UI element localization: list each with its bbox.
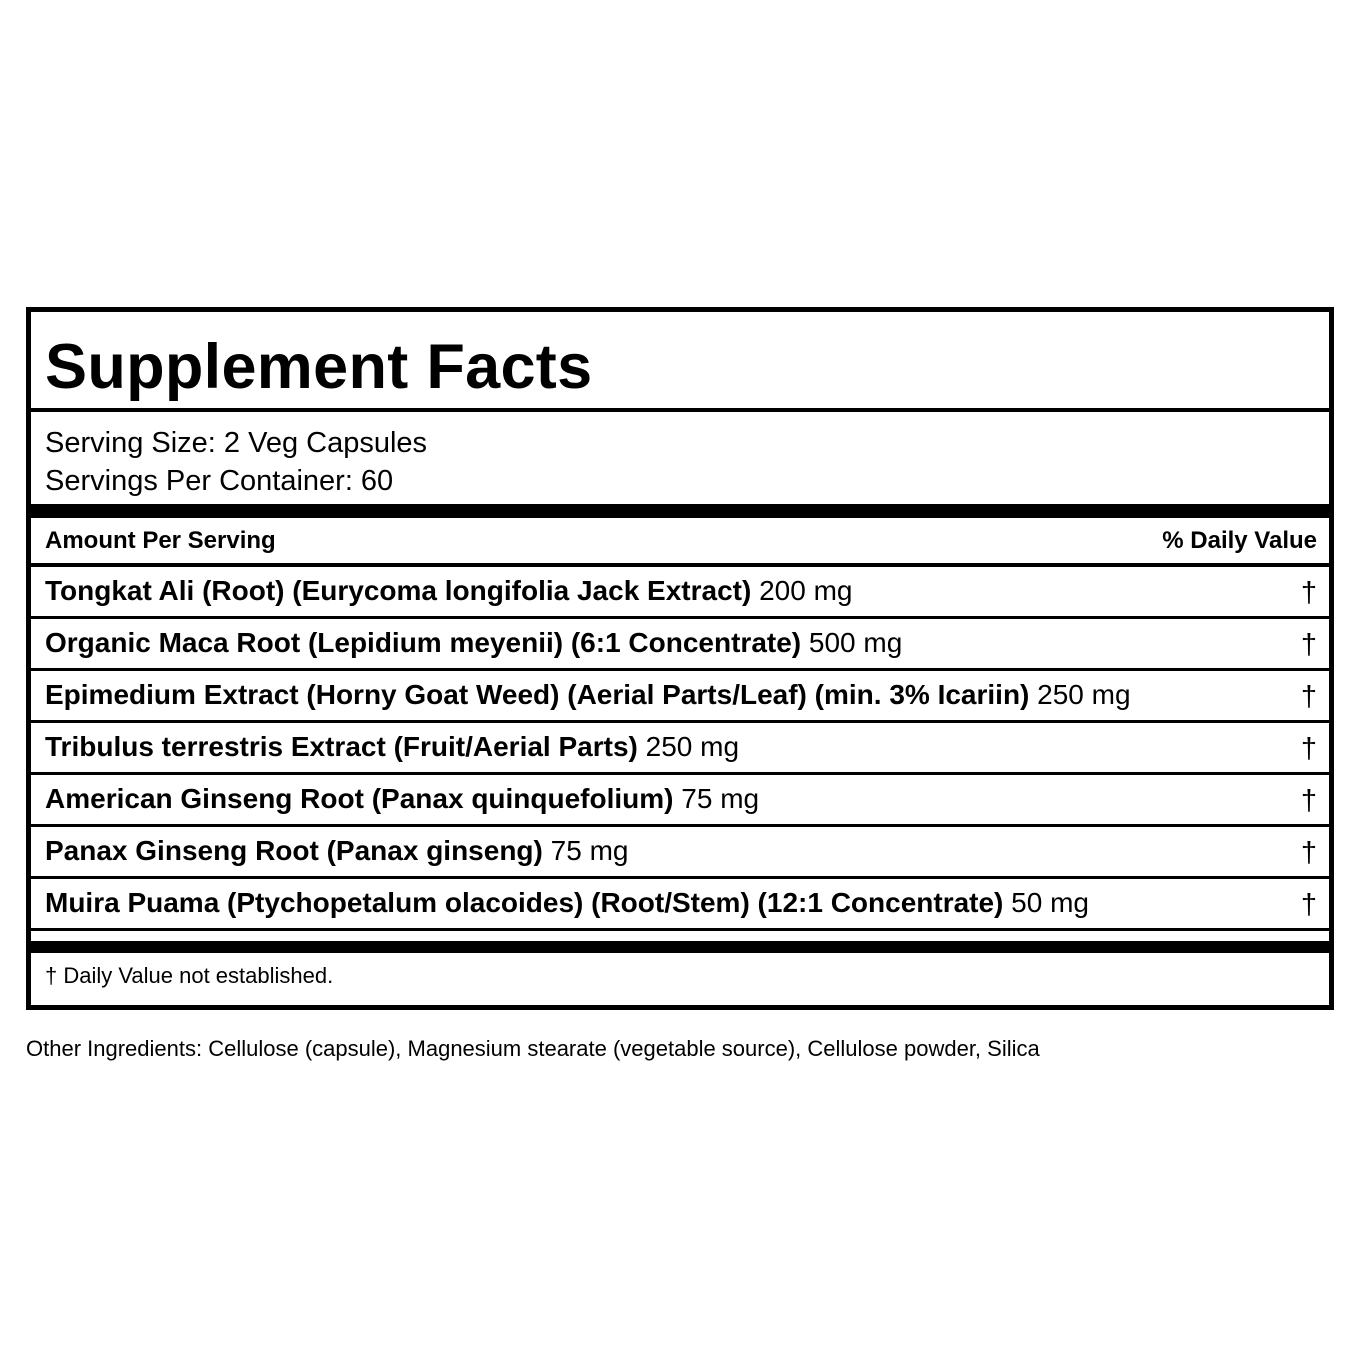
- servings-per-container: Servings Per Container: 60: [45, 465, 394, 497]
- ingredient-amount: 200 mg: [759, 575, 853, 606]
- daily-value-footnote: † Daily Value not established.: [45, 963, 334, 988]
- ingredient-row: [31, 775, 1329, 827]
- ingredient-daily-value: †: [1300, 837, 1317, 869]
- ingredient-daily-value: †: [1300, 681, 1317, 713]
- ingredient-row: [31, 827, 1329, 879]
- ingredient-name: American Ginseng Root (Panax quinquefolium): [45, 783, 674, 814]
- ingredient-name: Tribulus terrestris Extract (Fruit/Aerial Parts): [45, 731, 638, 762]
- ingredient-name: Tongkat Ali (Root) (Eurycoma longifolia Jack Extract): [45, 575, 752, 606]
- ingredient-amount: 50 mg: [1011, 887, 1089, 918]
- ingredient-name: Muira Puama (Ptychopetalum olacoides) (Root/Stem) (12:1 Concentrate): [45, 887, 1004, 918]
- ingredient-amount: 75 mg: [681, 783, 760, 814]
- ingredient-row: [31, 567, 1329, 619]
- ingredient-name: Organic Maca Root (Lepidium meyenii) (6:1 Concentrate): [45, 627, 802, 658]
- ingredient-row: [31, 879, 1329, 931]
- ingredient-daily-value: †: [1300, 785, 1317, 817]
- ingredient-name: Panax Ginseng Root (Panax ginseng): [45, 835, 543, 866]
- thick-divider: [31, 504, 1329, 518]
- thick-divider-bottom: [31, 941, 1329, 953]
- ingredient-amount: 75 mg: [550, 835, 629, 866]
- ingredient-amount: 500 mg: [808, 627, 903, 658]
- ingredient-amount: 250 mg: [645, 731, 740, 762]
- title-row: [31, 312, 1329, 412]
- ingredient-name: Epimedium Extract (Horny Goat Weed) (Aerial Parts/Leaf) (min. 3% Icariin): [45, 679, 1030, 710]
- ingredient-daily-value: †: [1300, 629, 1317, 661]
- daily-value-header: % Daily Value: [1162, 527, 1317, 554]
- ingredient-daily-value: †: [1300, 577, 1317, 609]
- ingredient-row: [31, 619, 1329, 671]
- ingredient-amount: 250 mg: [1037, 679, 1131, 710]
- supplement-facts-panel: [26, 307, 1334, 1010]
- ingredient-row: [31, 671, 1329, 723]
- amount-per-serving-header: Amount Per Serving: [45, 527, 276, 554]
- serving-size: Serving Size: 2 Veg Capsules: [45, 427, 428, 459]
- ingredient-daily-value: †: [1300, 889, 1317, 921]
- panel-title: Supplement Facts: [45, 332, 593, 402]
- other-ingredients: Other Ingredients: Cellulose (capsule), Magnesium stearate (vegetable source), Cellulose powder, Silica: [26, 1036, 1040, 1061]
- footnote-row: [31, 953, 1329, 1005]
- ingredient-daily-value: †: [1300, 733, 1317, 765]
- serving-info: [31, 412, 1329, 504]
- ingredient-row: [31, 723, 1329, 775]
- spacer-row: [31, 931, 1329, 941]
- table-header: [31, 518, 1329, 567]
